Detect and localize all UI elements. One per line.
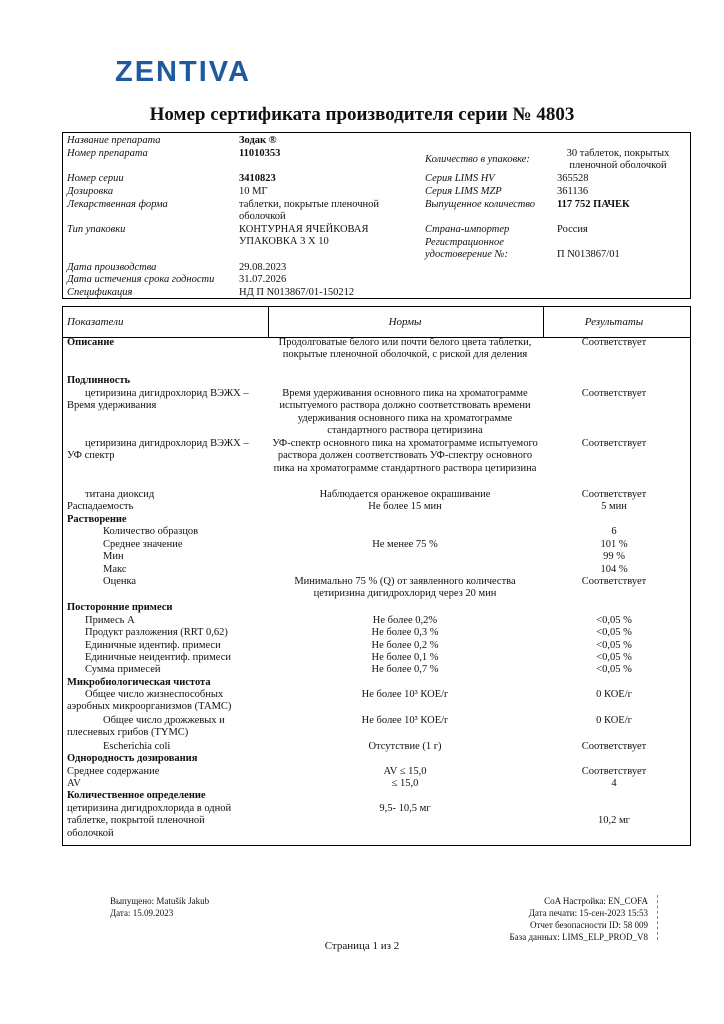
label-product-number: Номер препарата (67, 148, 148, 159)
row-uv-norm: УФ-спектр основного пика на хроматограмме испытуемого раствора должен соответствовать УФ-спектру основного пика на хроматограмме стандартного раствора цетиризина (272, 438, 538, 474)
row-degradation-param: Продукт разложения (RRT 0,62) (85, 627, 228, 638)
label-form: Лекарственная форма (67, 199, 168, 210)
label-expiry-date: Дата истечения срока годности (67, 274, 215, 285)
row-assay-result: 10,2 мг (598, 815, 630, 826)
row-hplc-rt-norm: Время удерживания основного пика на хроматограмме испытуемого раствора должно соответствовать времени удерживания основного пика на хроматограмме стандартного раствора цетиризина (279, 388, 531, 437)
value-dosage: 10 МГ (239, 186, 268, 197)
row-min-param: Мин (103, 551, 124, 562)
section-dissolution: Растворение (67, 514, 127, 525)
company-logo: ZENTIVA (115, 56, 251, 88)
row-identified-param: Единичные идентиф. примеси (85, 640, 221, 651)
row-min-result: 99 % (603, 551, 625, 562)
row-av-norm: ≤ 15,0 (391, 778, 419, 789)
row-description-result: Соответствует (581, 337, 647, 348)
value-package-type: КОНТУРНАЯ ЯЧЕЙКОВАЯ УПАКОВКА 3 X 10 (239, 224, 369, 247)
footer-print-date: Дата печати: 15-сен-2023 15:53 (528, 908, 648, 918)
row-description-param: Описание (67, 337, 115, 348)
row-disintegration-norm: Не более 15 мин (368, 501, 442, 512)
value-pack-quantity: 30 таблеток, покрытых пленочной оболочкой (566, 148, 670, 171)
row-tamc-norm: Не более 10³ КОЕ/г (361, 689, 449, 700)
row-impurity-a-result: <0,05 % (596, 615, 632, 626)
value-product-number: 11010353 (239, 148, 281, 159)
label-specification: Спецификация (67, 287, 133, 298)
label-released-quantity: Выпущенное количество (425, 199, 536, 210)
section-uniformity: Однородность дозирования (67, 753, 198, 764)
row-tamc-result: 0 КОЕ/г (596, 689, 632, 700)
value-expiry-date: 31.07.2026 (239, 274, 287, 285)
footer-security-report: Отчет безопасности ID: 58 009 (529, 920, 648, 930)
row-assay-norm: 9,5- 10,5 мг (379, 803, 431, 814)
value-manufacture-date: 29.08.2023 (239, 262, 287, 273)
row-tio2-norm: Наблюдается оранжевое окрашивание (319, 489, 491, 500)
row-av-param: AV (67, 778, 81, 789)
row-impurity-a-param: Примесь A (85, 615, 135, 626)
row-disintegration-result: 5 мин (601, 501, 627, 512)
column-header-parameters: Показатели (67, 316, 124, 328)
row-sample-count-result: 6 (611, 526, 617, 537)
row-max-result: 104 % (600, 564, 628, 575)
value-product-name: Зодак ® (239, 135, 277, 146)
row-assay-param: цетиризина дигидрохлорида в одной таблетке, покрытой пленочной оболочкой (67, 803, 232, 839)
column-divider (543, 307, 544, 338)
row-degradation-norm: Не более 0,3 % (371, 627, 439, 638)
header-info-box (62, 132, 691, 299)
footer-database: База данных: LIMS_ELP_PROD_V8 (509, 932, 648, 942)
row-evaluation-result: Соответствует (581, 576, 647, 587)
value-registration: П N013867/01 (557, 249, 620, 260)
row-evaluation-param: Оценка (103, 576, 137, 587)
section-assay: Количественное определение (67, 790, 206, 801)
value-released-quantity: 117 752 ПАЧЕК (557, 199, 630, 210)
row-tio2-result: Соответствует (581, 489, 647, 500)
row-ecoli-result: Соответствует (581, 741, 647, 752)
row-unidentified-param: Единичные неидентиф. примеси (85, 652, 231, 663)
row-ecoli-norm: Отсутствие (1 г) (368, 741, 442, 752)
row-tymc-param: Общее число дрожжевых и плесневых грибов (TYMC) (67, 715, 225, 739)
footer-issued-by: Выпущено: Matušík Jakub (110, 896, 210, 906)
row-identified-norm: Не более 0,2 % (371, 640, 439, 651)
page-number: Страница 1 из 2 (324, 940, 400, 952)
dashed-divider (657, 895, 658, 940)
section-identity: Подлинность (67, 375, 131, 386)
label-product-name: Название препарата (67, 135, 161, 146)
value-specification: НД П N013867/01-150212 (239, 287, 355, 298)
row-evaluation-norm: Минимально 75 % (Q) от заявленного количества цетиризина дигидрохлорид через 20 мин (294, 576, 516, 600)
row-unidentified-result: <0,05 % (596, 652, 632, 663)
row-total-impurities-norm: Не более 0,7 % (371, 664, 439, 675)
row-tamc-param: Общее число жизнеспособных аэробных микроорганизмов (ТАМС) (67, 689, 232, 713)
row-sample-count-param: Количество образцов (103, 526, 199, 537)
row-avg-content-result: Соответствует (581, 766, 647, 777)
row-avg-content-norm: AV ≤ 15,0 (383, 766, 427, 777)
value-lims-mzp: 361136 (557, 186, 589, 197)
results-table (62, 306, 691, 846)
label-manufacture-date: Дата производства (67, 262, 157, 273)
row-disintegration-param: Распадаемость (67, 501, 134, 512)
row-uv-param: цетиризина дигидрохлорид ВЭЖХ – УФ спектр (67, 438, 249, 462)
label-batch: Номер серии (67, 173, 124, 184)
row-impurity-a-norm: Не более 0,2% (372, 615, 438, 626)
section-microbiology: Микробиологическая чистота (67, 677, 211, 688)
value-lims-hv: 365528 (557, 173, 589, 184)
row-mean-param: Среднее значение (103, 539, 183, 550)
row-hplc-rt-param: цетиризина дигидрохлорид ВЭЖХ – Время удерживания (67, 388, 249, 412)
row-tio2-param: титана диоксид (85, 489, 155, 500)
value-import-country: Россия (557, 224, 588, 235)
row-uv-result: Соответствует (581, 438, 647, 449)
row-max-param: Макс (103, 564, 127, 575)
column-header-norms: Нормы (388, 316, 422, 328)
label-import-country: Страна-импортер (425, 224, 510, 235)
column-header-results: Результаты (584, 316, 644, 328)
row-tymc-result: 0 КОЕ/г (596, 715, 632, 726)
value-batch: 3410823 (239, 173, 276, 184)
page-title: Номер сертификата производителя серии № 4803 (149, 104, 575, 125)
footer-coa-setting: CoA Настройка: EN_COFA (544, 896, 648, 906)
row-mean-result: 101 % (600, 539, 628, 550)
label-package-type: Тип упаковки (67, 224, 126, 235)
section-impurities: Посторонние примеси (67, 602, 173, 613)
row-mean-norm: Не менее 75 % (372, 539, 438, 550)
label-registration: Регистрационное удостоверение №: (425, 237, 508, 260)
row-avg-content-param: Среднее содержание (67, 766, 160, 777)
label-lims-mzp: Серия LIMS MZP (425, 186, 502, 197)
label-pack-quantity: Количество в упаковке: (425, 154, 530, 165)
label-lims-hv: Серия LIMS HV (425, 173, 495, 184)
row-identified-result: <0,05 % (596, 640, 632, 651)
row-hplc-rt-result: Соответствует (581, 388, 647, 399)
row-degradation-result: <0,05 % (596, 627, 632, 638)
row-tymc-norm: Не более 10³ КОЕ/г (361, 715, 449, 726)
row-ecoli-param: Escherichia coli (103, 741, 171, 752)
row-total-impurities-param: Сумма примесей (85, 664, 161, 675)
row-av-result: 4 (611, 778, 617, 789)
row-description-norm: Продолговатые белого или почти белого цвета таблетки, покрытые пленочной оболочкой, с риской для деления (278, 337, 532, 361)
value-form: таблетки, покрытые пленочной оболочкой (239, 199, 380, 222)
row-unidentified-norm: Не более 0,1 % (371, 652, 439, 663)
footer-issue-date: Дата: 15.09.2023 (110, 908, 174, 918)
row-total-impurities-result: <0,05 % (596, 664, 632, 675)
label-dosage: Дозировка (67, 186, 114, 197)
